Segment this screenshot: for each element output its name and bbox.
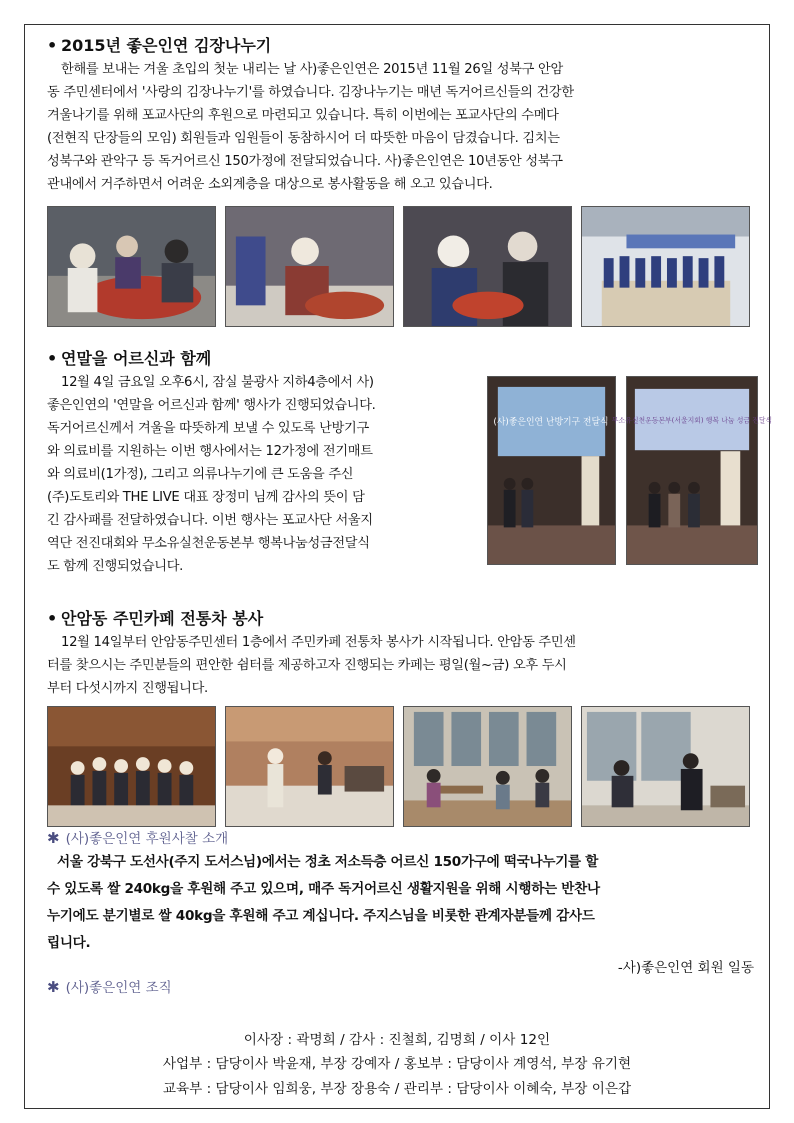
section-title-text: 2015년 좋은인연 김장나누기 xyxy=(61,36,272,55)
asterisk-icon: ✱ xyxy=(47,978,60,996)
text-line: 한해를 보내는 겨울 초입의 첫눈 내리는 날 사)좋은인연은 2015년 11월 26일 성북구 안암 xyxy=(61,62,563,77)
text-line: 누기에도 분기별로 쌀 40kg을 후원해 주고 계십니다. 주지스님을 비롯한 관계자분들께 감사드 xyxy=(47,908,595,924)
text-line: (주)도토리와 THE LIVE 대표 장정미 님께 감사의 뜻이 담 xyxy=(47,490,365,505)
text-line: 12월 4일 금요일 오후6시, 잠실 불광사 지하4층에서 사) xyxy=(61,375,374,390)
text-line: 관내에서 거주하면서 어려운 소외계층을 대상으로 봉사활동을 해 오고 있습니다. xyxy=(47,177,493,192)
text-line: 긴 감사패를 전달하였습니다. 이번 행사는 포교사단 서울지 xyxy=(47,513,373,528)
org-line-board: 이사장 : 곽명희 / 감사 : 진철희, 김명희 / 이사 12인 xyxy=(243,1032,551,1048)
section-title-text: 연말을 어르신과 함께 xyxy=(61,349,212,368)
text-line: 12월 14일부터 안암동주민센터 1층에서 주민카페 전통차 봉사가 시작됩니다. 안암동 주민센 xyxy=(61,635,576,650)
organization-heading-text: (사)좋은인연 조직 xyxy=(65,980,172,996)
section-body-cafe xyxy=(47,631,757,700)
section-body-kimjang xyxy=(47,58,757,196)
signature: -사)좋은인연 회원 일동 xyxy=(617,960,754,976)
section-body-yearend xyxy=(47,371,483,578)
text-line: 독거어르신께서 겨울을 따뜻하게 보낼 수 있도록 난방기구 xyxy=(47,421,369,436)
sponsor-heading-text: (사)좋은인연 후원사찰 소개 xyxy=(65,831,229,847)
photo-cafe-1 xyxy=(47,706,216,827)
photo-kimjang-3 xyxy=(403,206,572,327)
photo-cafe-3 xyxy=(403,706,572,827)
photo-kimjang-1 xyxy=(47,206,216,327)
text-line: 성북구와 관악구 등 독거어르신 150가정에 전달되었습니다. 사)좋은인연은 10년동안 성북구 xyxy=(47,154,563,169)
section-title-text: 안암동 주민카페 전통차 봉사 xyxy=(61,609,264,628)
text-line: 도 함께 진행되었습니다. xyxy=(47,559,184,574)
text-line: 터를 찾으시는 주민분들의 편안한 쉼터를 제공하고자 진행되는 카페는 평일(월~금) 오후 두시 xyxy=(47,658,567,673)
text-line: 겨울나기를 위해 포교사단의 후원으로 마련되고 있습니다. 특히 이번에는 포교사단의 수메다 xyxy=(47,108,559,123)
photo-fund-ceremony xyxy=(611,376,773,565)
bullet-icon: • xyxy=(47,36,58,55)
banner-text: (사)좋은인연 난방기구 전달식 xyxy=(493,417,609,428)
text-line: 와 의료비(1가정), 그리고 의류나누기에 큰 도움을 주신 xyxy=(47,467,354,482)
org-line-education: 교육부 : 담당이사 임희웅, 부장 장용숙 / 관리부 : 담당이사 이혜숙, 부장 이은갑 xyxy=(162,1081,632,1097)
text-line: 부터 다섯시까지 진행됩니다. xyxy=(47,681,208,696)
text-line: 립니다. xyxy=(47,935,91,951)
photo-kimjang-group xyxy=(581,206,750,327)
asterisk-icon: ✱ xyxy=(47,829,60,847)
text-line: 역단 전진대회와 무소유실천운동본부 행복나눔성금전달식 xyxy=(47,536,370,551)
text-line: 수 있도록 쌀 240kg을 후원해 주고 있으며, 매주 독거어르신 생활지원을 위해 시행하는 반찬나 xyxy=(47,881,600,897)
section-title-yearend xyxy=(47,346,211,369)
bullet-icon: • xyxy=(47,349,58,368)
banner-text: 무소유실천운동본부(서울지회) 행복 나눔 성금 전달식 xyxy=(611,416,773,425)
text-line: 서울 강북구 도선사(주지 도서스님)에서는 정초 저소득층 어르신 150가구에 떡국나누기를 할 xyxy=(57,854,599,870)
photo-heater-ceremony xyxy=(487,376,616,565)
text-line: 좋은인연의 '연말을 어르신과 함께' 행사가 진행되었습니다. xyxy=(47,398,376,413)
photo-cafe-2 xyxy=(225,706,394,827)
sponsor-body xyxy=(47,849,757,957)
text-line: (전현직 단장들의 모임) 회원들과 임원들이 동참하시어 더 따뜻한 마음이 담겼습니다. 김치는 xyxy=(47,131,560,146)
text-line: 동 주민센터에서 '사랑의 김장나누기'를 하였습니다. 김장나누기는 매년 독거어르신들의 건강한 xyxy=(47,85,574,100)
text-line: 와 의료비를 지원하는 이번 행사에서는 12가정에 전기매트 xyxy=(47,444,373,459)
org-line-business: 사업부 : 담당이사 박윤재, 부장 강예자 / 홍보부 : 담당이사 계영석, 부장 유기현 xyxy=(162,1056,632,1072)
photo-cafe-4 xyxy=(581,706,750,827)
bullet-icon: • xyxy=(47,609,58,628)
photo-kimjang-2 xyxy=(225,206,394,327)
organization-heading xyxy=(47,976,172,996)
section-title-kimjang xyxy=(47,33,271,56)
section-title-cafe xyxy=(47,606,263,629)
sponsor-heading xyxy=(47,827,228,847)
